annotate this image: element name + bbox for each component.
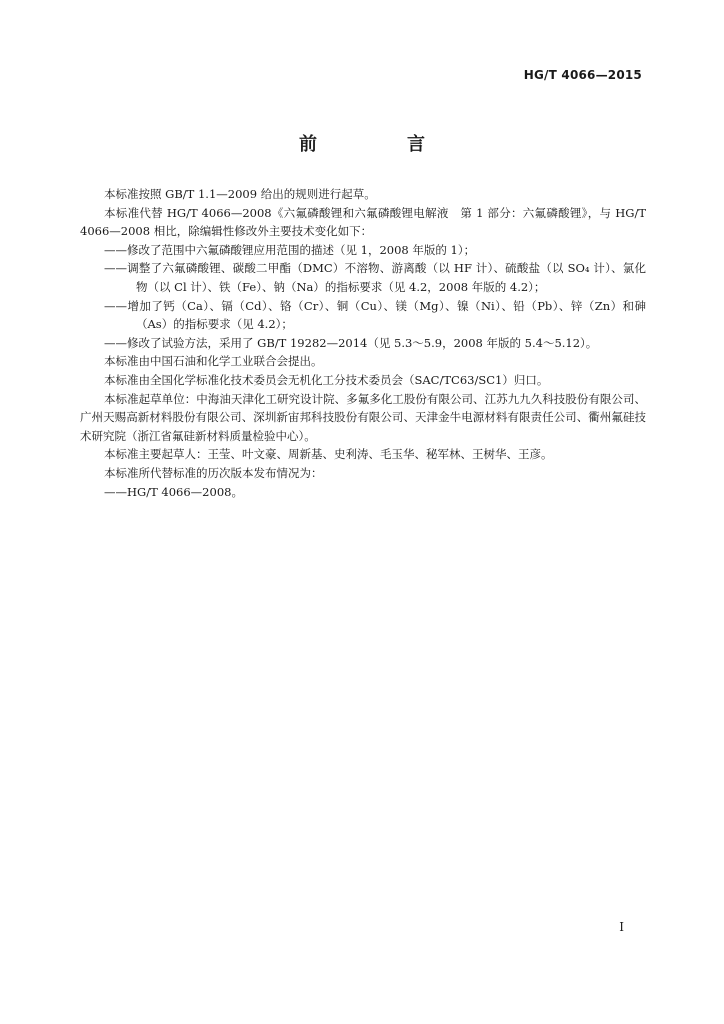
change-item: ——增加了钙（Ca）、镉（Cd）、铬（Cr）、铜（Cu）、镁（Mg）、镍（Ni）、铅（Pb）、锌（Zn）和砷（As）的指标要求（见 4.2）； [104,298,646,332]
paragraph-proposer: 本标准由中国石油和化学工业联合会提出。 [104,354,323,369]
history-item: ——HG/T 4066—2008。 [104,484,243,499]
change-item: ——调整了六氟磷酸锂、碳酸二甲酯（DMC）不溶物、游离酸（以 HF 计）、硫酸盐（以 SO₄ 计）、氯化物（以 Cl 计）、铁（Fe）、钠（Na）的指标要求（见 4.2，2008 年版的 4.2）； [104,261,646,294]
change-item: ——修改了范围中六氟磷酸锂应用范围的描述（见 1，2008 年版的 1）； [104,242,476,257]
foreword-body [80,185,646,501]
paragraph-drafting-units: 本标准起草单位：中海油天津化工研究设计院、多氟多化工股份有限公司、江苏九九久科技股份有限公司、广州天赐高新材料股份有限公司、深圳新宙邦科技股份有限公司、天津金牛电源材料有限责任公司、衢州氟硅技术研究院（浙江省氟硅新材料质量检验中心）。 [80,391,646,443]
change-item: ——修改了试验方法，采用了 GB/T 19282—2014（见 5.3～5.9，2008 年版的 5.4～5.12）。 [104,335,598,350]
paragraph-history-intro: 本标准所代替标准的历次版本发布情况为： [104,465,323,480]
paragraph-committee: 本标准由全国化学标准化技术委员会无机化工分技术委员会（SAC/TC63/SC1）归口。 [104,372,549,387]
paragraph-replacement: 本标准代替 HG/T 4066—2008《六氟磷酸锂和六氟磷酸锂电解液 第 1 部分：六氟磷酸锂》，与 HG/T 4066—2008 相比，除编辑性修改外主要技术变化如下： [80,205,646,239]
standard-code: HG/T 4066—2015 [523,68,642,82]
paragraph-drafting-rules: 本标准按照 GB/T 1.1—2009 给出的规则进行起草。 [104,187,376,201]
paragraph-drafters: 本标准主要起草人：王莹、叶文豪、周新基、史利涛、毛玉华、秘军林、王树华、王彦。 [104,447,553,462]
page-title: 前 言 [299,134,461,155]
page-number: I [619,920,624,934]
